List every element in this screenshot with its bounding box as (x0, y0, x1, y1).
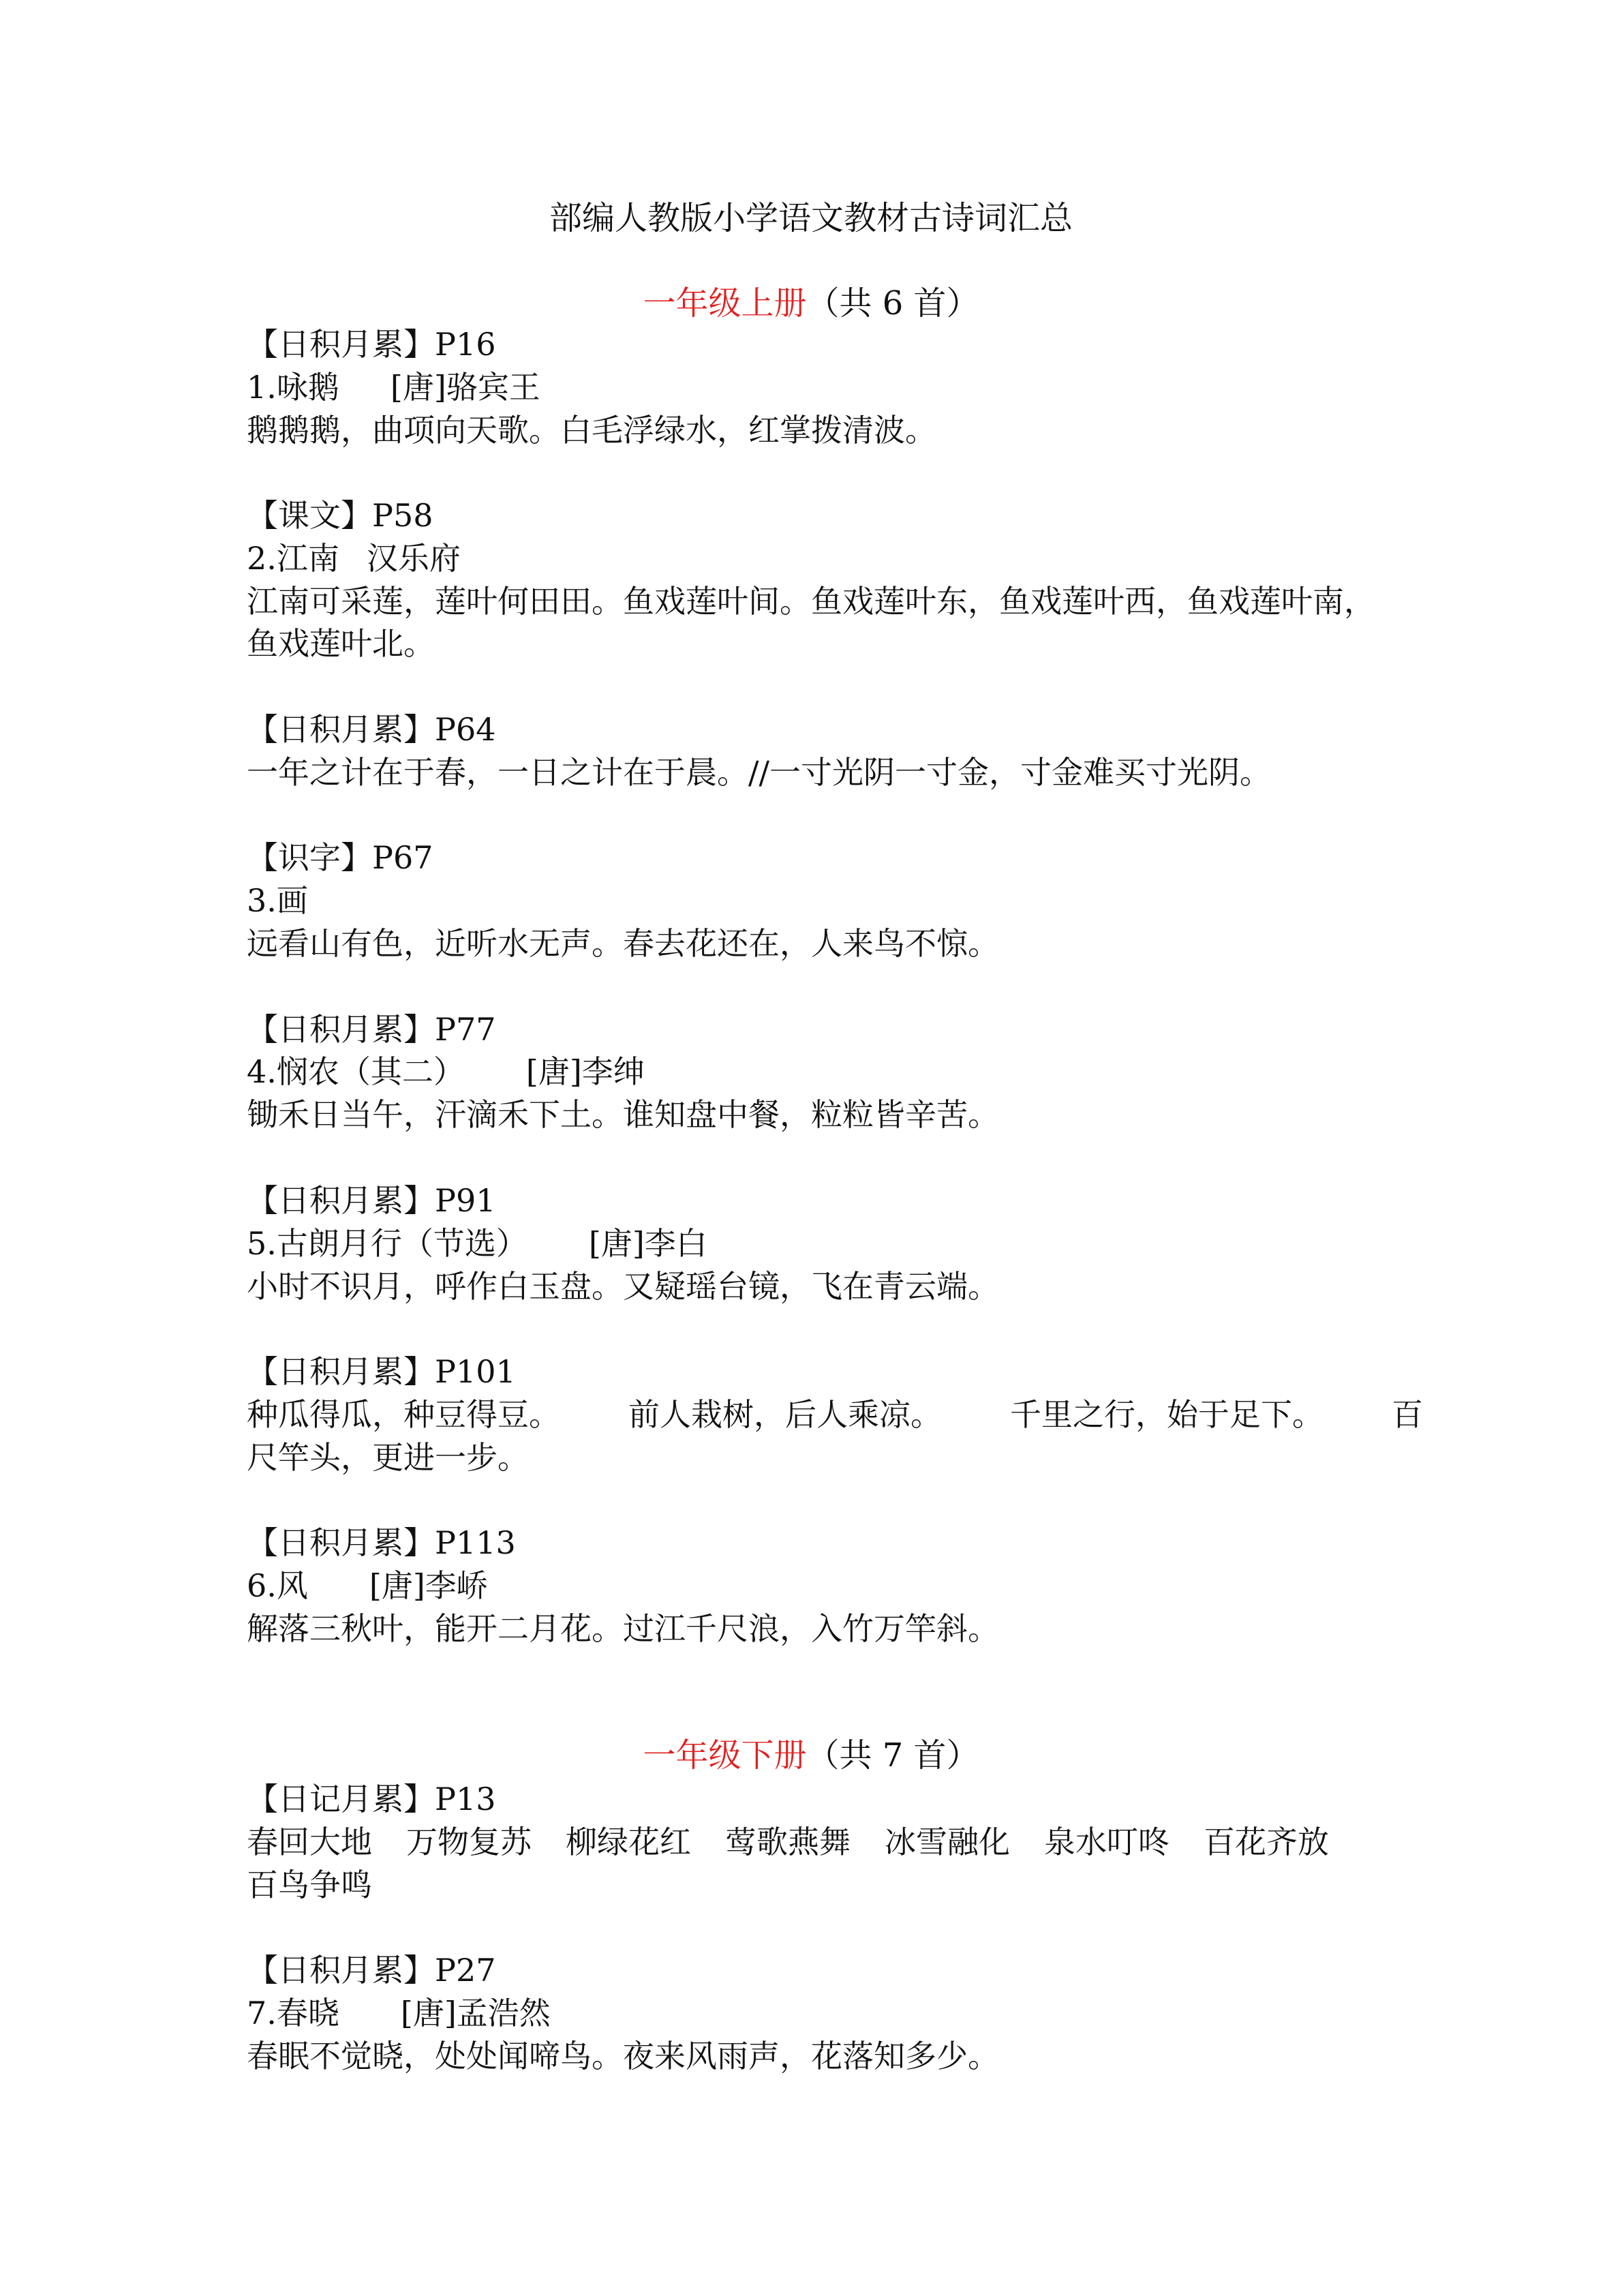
poem-author: [唐]李峤 (369, 1567, 488, 1604)
grade-heading-1-up (0, 280, 1622, 327)
document-title: 部编人教版小学语文教材古诗词汇总 (549, 199, 1073, 237)
poem-heading (247, 1050, 645, 1093)
word-item: 柳绿花红 (566, 1824, 691, 1860)
poem-title: 5.古朗月行（节选） (247, 1225, 527, 1262)
grade-name: 一年级上册 (643, 284, 807, 322)
poem-text: 鹅鹅鹅，曲项向天歌。白毛浮绿水，红掌拨清波。 (247, 412, 936, 449)
poem-title: 1.咏鹅 (247, 369, 339, 406)
words-row (247, 1820, 1329, 1864)
poem-title: 3.画 (247, 882, 308, 919)
grade-count: （共 6 首） (806, 284, 979, 322)
poem-author: [唐]李白 (588, 1225, 707, 1262)
poem-text: 小时不识月，呼作白玉盘。又疑瑶台镜，飞在青云端。 (247, 1268, 999, 1305)
word-item: 春回大地 (247, 1824, 372, 1860)
poem-heading (247, 1564, 488, 1607)
poem-title: 6.风 (247, 1567, 308, 1604)
sayings-row (247, 1393, 1423, 1436)
poem-text: 锄禾日当午，汗滴禾下土。谁知盘中餐，粒粒皆辛苦。 (247, 1096, 999, 1133)
section-tag: 【日积月累】P113 (247, 1524, 516, 1561)
poem-title: 4.悯农（其二） (247, 1053, 465, 1090)
saying-text: 一年之计在于春，一日之计在于晨。//一寸光阴一寸金，寸金难买寸光阴。 (247, 754, 1271, 791)
saying-item: 前人栽树，后人乘凉。 (628, 1396, 942, 1433)
section-tag: 【识字】P67 (247, 839, 433, 876)
poem-text: 春眠不觉晓，处处闻啼鸟。夜来风雨声，花落知多少。 (247, 2038, 999, 2074)
section-tag: 【日积月累】P91 (247, 1182, 496, 1219)
word-item: 百花齐放 (1204, 1824, 1329, 1860)
word-item: 百鸟争鸣 (247, 1867, 372, 1903)
poem-author: [唐]李绅 (525, 1053, 645, 1090)
grade-heading-1-down (0, 1732, 1622, 1779)
section-tag: 【日记月累】P13 (247, 1781, 496, 1817)
poem-heading (247, 1991, 551, 2035)
poem-text: 解落三秋叶，能开二月花。过江千尺浪，入竹万竿斜。 (247, 1610, 999, 1647)
saying-item: 种瓜得瓜，种豆得豆。 (247, 1396, 560, 1433)
section-tag: 【日积月累】P64 (247, 711, 496, 748)
poem-heading (247, 365, 540, 409)
saying-item: 百 (1392, 1396, 1423, 1433)
poem-heading (247, 1222, 707, 1265)
poem-text: 江南可采莲，莲叶何田田。鱼戏莲叶间。鱼戏莲叶东，鱼戏莲叶西，鱼戏莲叶南， (247, 583, 1375, 620)
word-item: 冰雪融化 (885, 1824, 1010, 1860)
saying-text: 尺竿头，更进一步。 (247, 1439, 529, 1476)
section-tag: 【课文】P58 (247, 497, 433, 534)
grade-name: 一年级下册 (643, 1736, 807, 1774)
section-tag: 【日积月累】P27 (247, 1952, 496, 1989)
word-item: 莺歌燕舞 (725, 1824, 851, 1860)
poem-title: 7.春晓 (247, 1995, 339, 2031)
poem-author: [唐]骆宾王 (390, 369, 540, 406)
section-tag: 【日积月累】P77 (247, 1011, 496, 1048)
poem-heading (247, 537, 461, 580)
poem-title: 2.江南 (247, 540, 339, 577)
section-tag: 【日积月累】P101 (247, 1353, 516, 1390)
word-item: 万物复苏 (406, 1824, 532, 1860)
poem-author: 汉乐府 (366, 540, 461, 577)
poem-author: [唐]孟浩然 (400, 1995, 551, 2031)
poem-text: 鱼戏莲叶北。 (247, 625, 435, 662)
poem-text: 远看山有色，近听水无声。春去花还在，人来鸟不惊。 (247, 925, 999, 962)
word-item: 泉水叮咚 (1044, 1824, 1169, 1860)
grade-count: （共 7 首） (806, 1736, 979, 1774)
section-tag: 【日积月累】P16 (247, 326, 496, 363)
saying-item: 千里之行，始于足下。 (1010, 1396, 1323, 1433)
